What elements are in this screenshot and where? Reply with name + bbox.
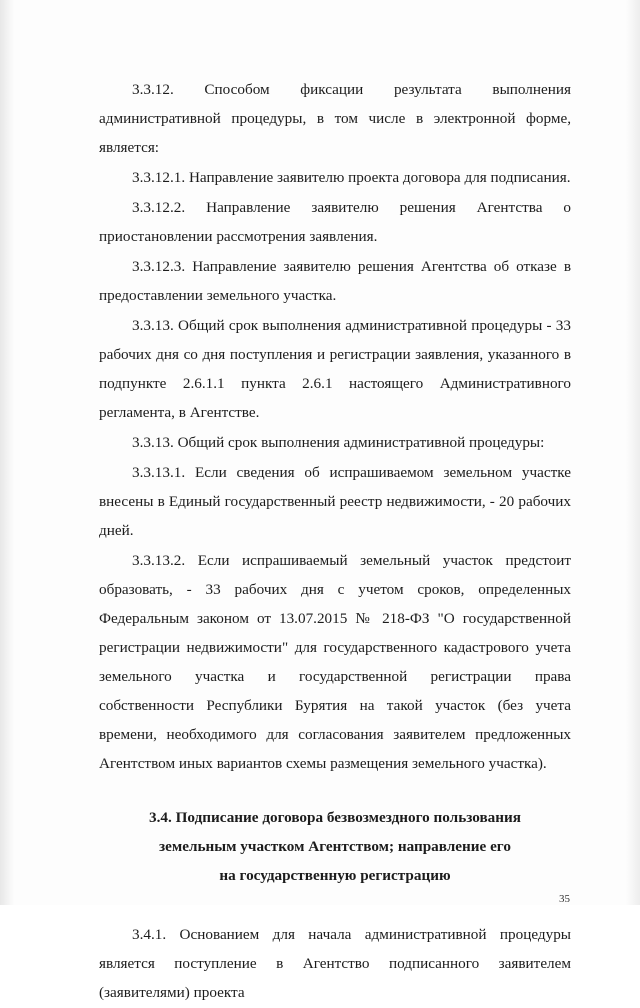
section-heading <box>99 803 571 890</box>
paragraph-3-3-13-a: 3.3.13. Общий срок выполнения административной процедуры - 33 рабочих дня со дня поступления и регистрации заявления, указанного в подпункте 2.6.1.1 пункта 2.6.1 настоящего Административного регламента, в Агентстве. <box>99 317 571 421</box>
paragraph-3-4-1: 3.4.1. Основанием для начала административной процедуры является поступление в Агентство подписанного заявителем (заявителями) проекта <box>99 926 571 1001</box>
scan-shadow-left <box>0 0 14 905</box>
paragraph-3-3-13-b: 3.3.13. Общий срок выполнения административной процедуры: <box>132 434 545 451</box>
section-heading-line-3: на государственную регистрацию <box>219 867 451 884</box>
paragraph-3-3-13-1: 3.3.13.1. Если сведения об испрашиваемом земельном участке внесены в Единый государственный реестр недвижимости, - 20 рабочих дней. <box>99 464 571 539</box>
paragraph-3-3-12: 3.3.12. Способом фиксации результата выполнения административной процедуры, в том числе в электронной форме, является: <box>99 81 571 156</box>
page-body <box>99 75 571 1008</box>
page-number: 35 <box>559 893 570 905</box>
scan-shadow-right <box>626 0 640 905</box>
paragraph-3-3-12-1: 3.3.12.1. Направление заявителю проекта договора для подписания. <box>132 169 571 186</box>
paragraph-3-3-12-3: 3.3.12.3. Направление заявителю решения Агентства об отказе в предоставлении земельного участка. <box>99 258 571 304</box>
paragraph-3-3-12-2: 3.3.12.2. Направление заявителю решения Агентства о приостановлении рассмотрения заявления. <box>99 199 571 245</box>
paragraph-3-3-13-2: 3.3.13.2. Если испрашиваемый земельный участок предстоит образовать, - 33 рабочих дня с учетом сроков, определенных Федеральным законом от 13.07.2015 № 218-ФЗ "О государственной регистрации недвижимости" для государственного кадастрового учета земельного участка и государственной регистрации права собственности Республики Бурятия на такой участок (без учета времени, необходимого для согласования заявителем предложенных Агентством иных вариантов схемы размещения земельного участка). <box>99 552 571 772</box>
section-heading-line-2: земельным участком Агентством; направление его <box>159 838 511 855</box>
section-heading-line-1: 3.4. Подписание договора безвозмездного пользования <box>149 809 521 826</box>
